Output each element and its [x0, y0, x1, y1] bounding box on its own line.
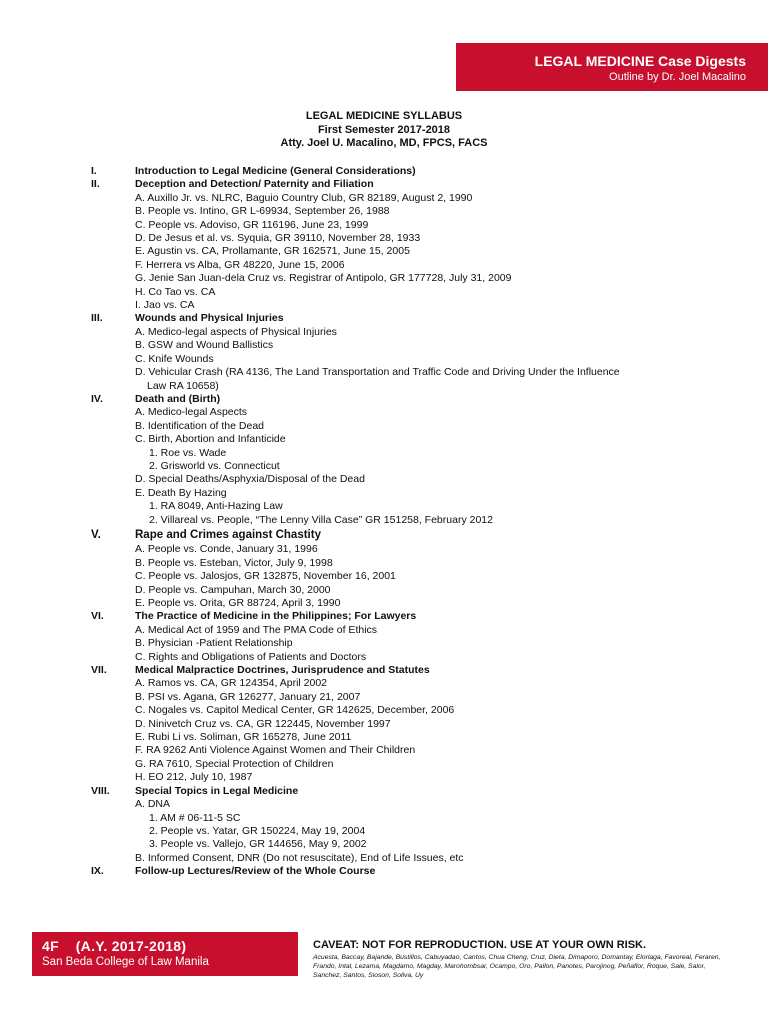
section-item: H. Co Tao vs. CA — [135, 285, 216, 298]
section-item: G. Jenie San Juan-dela Cruz vs. Registrar of Antipolo, GR 177728, July 31, 2009 — [135, 272, 512, 285]
section-heading — [91, 165, 721, 178]
section-item: E. Rubi Li vs. Soliman, GR 165278, June 2011 — [135, 731, 352, 744]
section-item: A. Medico-legal aspects of Physical Injuries — [135, 325, 337, 338]
section-item: A. People vs. Conde, January 31, 1996 — [135, 543, 318, 556]
section-subitem: 2. Villareal vs. People, “The Lenny Villa Case” GR 151258, February 2012 — [149, 513, 493, 526]
section-title: Medical Malpractice Doctrines, Jurisprudence and Statutes — [135, 664, 430, 677]
section-item: B. GSW and Wound Ballistics — [135, 339, 274, 352]
section-item: E. Death By Hazing — [135, 486, 227, 499]
section-title: Introduction to Legal Medicine (General Considerations) — [135, 165, 416, 177]
section-number: II. — [91, 178, 100, 191]
section-item: B. PSI vs. Agana, GR 126277, January 21, 2007 — [135, 690, 361, 703]
section-title: Death and (Birth) — [135, 392, 221, 405]
section-item: A. Medico-legal Aspects — [135, 406, 248, 419]
section-number: VII. — [91, 664, 107, 677]
section-number: IX. — [91, 865, 104, 878]
section-title: Follow-up Lectures/Review of the Whole Course — [135, 865, 376, 878]
section-item: B. People vs. Intino, GR L-69934, September 26, 1988 — [135, 205, 390, 218]
footer-contributors: Acuesta, Baccay, Bajande, Bustillos, Cabuyadao, Cantos, Chua Cheng, Cruz, Dieta, Dimaporo, Domantay, Elorlaga, Favoreal, Feraren, Frando, Intal, Lezama, Magdamo, Magday, Marohombsar, Ocampo, Oro, Pallon, Panotes, Parojinog, Peñaflor, Roque, Sale, Salor, Sanchez, Santos, Sioson, Soliva, Uy — [313, 954, 721, 979]
section-item: E. Agustin vs. CA, Prollamante, GR 162571, June 15, 2005 — [135, 245, 410, 258]
section-number: IV. — [91, 392, 103, 405]
section-item: H. EO 212, July 10, 1987 — [135, 771, 253, 784]
section-item: F. RA 9262 Anti Violence Against Women and Their Children — [135, 744, 416, 757]
section-title: Rape and Crimes against Chastity — [135, 528, 321, 541]
syllabus-title: LEGAL MEDICINE SYLLABUS — [305, 110, 463, 122]
section-number: I. — [91, 165, 97, 177]
header-title: LEGAL MEDICINE Case Digests — [534, 53, 746, 69]
section-subitem: 2. Grisworld vs. Connecticut — [149, 459, 280, 472]
section-item: B. Informed Consent, DNR (Do not resuscitate), End of Life Issues, etc — [135, 851, 464, 864]
section-subitem: 1. AM # 06-11-5 SC — [149, 811, 241, 824]
section-heading — [91, 610, 721, 623]
section-item: C. Knife Wounds — [135, 352, 214, 365]
section-item: C. Birth, Abortion and Infanticide — [135, 433, 286, 446]
section-heading — [91, 312, 721, 325]
section-item: B. Identification of the Dead — [135, 419, 264, 432]
section-item-continuation: Law RA 10658) — [147, 379, 219, 392]
section-item: C. Nogales vs. Capitol Medical Center, GR 142625, December, 2006 — [135, 704, 455, 717]
syllabus-semester: First Semester 2017-2018 — [317, 123, 451, 136]
footer-banner — [32, 932, 298, 976]
section-title: Deception and Detection/ Paternity and Filiation — [135, 178, 374, 191]
section-item: D. Special Deaths/Asphyxia/Disposal of the Dead — [135, 473, 365, 486]
section-item: G. RA 7610, Special Protection of Children — [135, 757, 334, 770]
section-title: Special Topics in Legal Medicine — [135, 784, 299, 797]
section-heading — [91, 178, 721, 191]
footer-school: San Beda College of Law Manila — [42, 956, 209, 968]
section-item: E. People vs. Orita, GR 88724, April 3, 1990 — [135, 597, 341, 609]
syllabus-title-block — [0, 110, 768, 151]
section-item: C. Rights and Obligations of Patients and Doctors — [135, 650, 367, 663]
section-number: III. — [91, 312, 103, 325]
section-heading — [91, 529, 721, 542]
section-item: D. Ninivetch Cruz vs. CA, GR 122445, November 1997 — [135, 717, 391, 730]
section-heading — [91, 393, 721, 406]
section-heading — [91, 664, 721, 677]
header-subtitle: Outline by Dr. Joel Macalino — [609, 71, 746, 83]
section-item: A. Ramos vs. CA, GR 124354, April 2002 — [135, 677, 328, 690]
section-subitem: 1. RA 8049, Anti-Hazing Law — [149, 500, 283, 513]
section-subitem: 3. People vs. Vallejo, GR 144656, May 9, 2002 — [149, 838, 367, 851]
section-item: D. De Jesus et al. vs. Syquia, GR 39110, November 28, 1933 — [135, 232, 421, 245]
section-subitem: 1. Roe vs. Wade — [149, 446, 227, 459]
section-heading — [91, 865, 721, 878]
section-item: I. Jao vs. CA — [135, 299, 195, 312]
syllabus-outline — [91, 165, 721, 879]
section-heading — [91, 785, 721, 798]
section-item: C. People vs. Jalosjos, GR 132875, November 16, 2001 — [135, 570, 396, 583]
footer-caveat: CAVEAT: NOT FOR REPRODUCTION. USE AT YOUR OWN RISK. — [313, 939, 647, 951]
section-title: Wounds and Physical Injuries — [135, 312, 284, 325]
footer-disclaimer — [313, 938, 733, 980]
section-item: C. People vs. Adoviso, GR 116196, June 23, 1999 — [135, 218, 369, 231]
section-item: B. Physician -Patient Relationship — [135, 637, 293, 650]
section-item: A. Auxillo Jr. vs. NLRC, Baguio Country Club, GR 82189, August 2, 1990 — [135, 191, 473, 204]
syllabus-author: Atty. Joel U. Macalino, MD, FPCS, FACS — [280, 137, 488, 149]
section-item: A. Medical Act of 1959 and The PMA Code of Ethics — [135, 623, 378, 636]
section-item: F. Herrera vs Alba, GR 48220, June 15, 2006 — [135, 258, 345, 271]
section-number: VI. — [91, 610, 104, 623]
section-item: D. People vs. Campuhan, March 30, 2000 — [135, 583, 331, 596]
section-number: V. — [91, 528, 101, 541]
section-item: D. Vehicular Crash (RA 4136, The Land Transportation and Traffic Code and Driving Under the Influence — [135, 366, 620, 379]
footer-academic-year: 4F (A.Y. 2017-2018) — [42, 938, 187, 954]
section-item: B. People vs. Esteban, Victor, July 9, 1998 — [135, 556, 333, 569]
section-title: The Practice of Medicine in the Philippines; For Lawyers — [135, 610, 417, 623]
section-number: VIII. — [91, 784, 110, 797]
header-banner — [456, 43, 768, 91]
section-subitem: 2. People vs. Yatar, GR 150224, May 19, 2004 — [149, 824, 366, 837]
section-item: A. DNA — [135, 798, 171, 811]
